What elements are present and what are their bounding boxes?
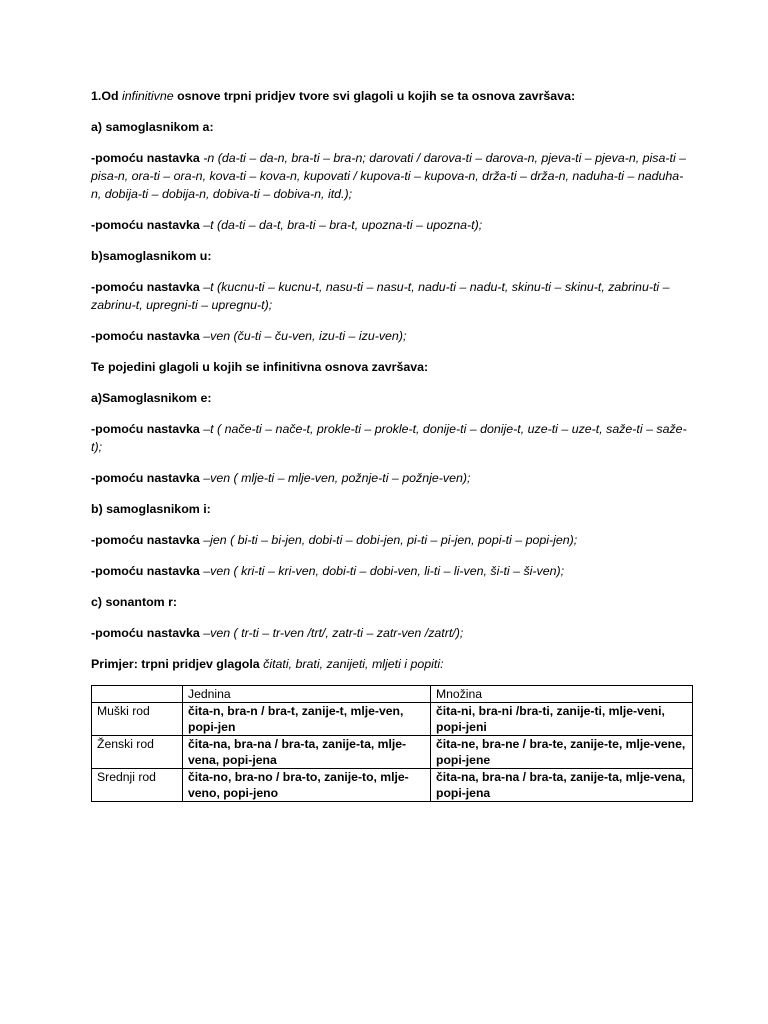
table-row bbox=[92, 703, 693, 736]
table-cell: Muški rod bbox=[92, 703, 183, 736]
suffix-label: -pomoću nastavka bbox=[91, 471, 204, 485]
suffix-label: -pomoću nastavka bbox=[91, 151, 204, 165]
section-b-heading: b)samoglasnikom u: bbox=[91, 249, 212, 263]
intro-number: 1.Od bbox=[91, 89, 122, 103]
examples-text: –ven ( tr-ti – tr-ven /trt/, zatr-ti – zatr-ven /zatrt/); bbox=[203, 626, 464, 640]
section-i-heading: b) samoglasnikom i: bbox=[91, 502, 211, 516]
table-cell: Ženski rod bbox=[92, 736, 183, 769]
table-cell: čita-no, bra-no / bra-to, zanije-to, mlje-veno, popi-jeno bbox=[183, 769, 431, 802]
paragraph-e2 bbox=[91, 469, 691, 487]
paragraph-i2 bbox=[91, 562, 691, 580]
paragraph-a2 bbox=[91, 216, 691, 234]
table-row bbox=[92, 769, 693, 802]
suffix-label: -pomoću nastavka bbox=[91, 626, 204, 640]
paragraph-b2 bbox=[91, 327, 691, 345]
example-verbs: čitati, brati, zanijeti, mljeti i popiti: bbox=[263, 657, 444, 671]
paragraph-r1 bbox=[91, 624, 691, 642]
examples-text: –ven (ču-ti – ču-ven, izu-ti – izu-ven); bbox=[203, 329, 407, 343]
suffix-label: -pomoću nastavka bbox=[91, 422, 204, 436]
examples-text: –ven ( kri-ti – kri-ven, dobi-ti – dobi-ven, li-ti – li-ven, ši-ti – ši-ven); bbox=[203, 564, 565, 578]
table-cell: čita-na, bra-na / bra-ta, zanije-ta, mlje-vena, popi-jena bbox=[183, 736, 431, 769]
examples-text: –t (kucnu-ti – kucnu-t, nasu-ti – nasu-t, nadu-ti – nadu-t, skinu-ti – skinu-t, zabrinu-ti – zabrinu-t, upregni-ti – upregnu-t); bbox=[91, 280, 670, 312]
examples-text: -n (da-ti – da-n, bra-ti – bra-n; darovati / darova-ti – darova-n, pjeva-ti – pjeva-n, pisa-ti – pisa-n, ora-ti – ora-n, kova-ti – kova-n, kupovati / kupova-ti – kupova-n, drža-ti – drža-n, naduha-ti – naduha-n, dobija-ti – dobija-n, dobiva-ti – dobiva-n, itd.); bbox=[91, 151, 687, 201]
second-heading: Te pojedini glagoli u kojih se infinitivna osnova završava: bbox=[91, 360, 429, 374]
table-row bbox=[92, 736, 693, 769]
paragraph-e1 bbox=[91, 420, 691, 456]
table-cell: čita-ne, bra-ne / bra-te, zanije-te, mlje-vene, popi-jene bbox=[431, 736, 693, 769]
table-cell: čita-ni, bra-ni /bra-ti, zanije-ti, mlje-veni, popi-jeni bbox=[431, 703, 693, 736]
suffix-label: -pomoću nastavka bbox=[91, 280, 204, 294]
example-paragraph bbox=[91, 655, 691, 673]
suffix-label: -pomoću nastavka bbox=[91, 329, 204, 343]
section-r-heading: c) sonantom r: bbox=[91, 595, 178, 609]
table-header-cell: Jednina bbox=[183, 686, 431, 703]
table-header-cell: Množina bbox=[431, 686, 693, 703]
examples-text: –t (da-ti – da-t, bra-ti – bra-t, upozna-ti – upozna-t); bbox=[203, 218, 483, 232]
intro-italic: infinitivne bbox=[121, 89, 174, 103]
examples-text: –jen ( bi-ti – bi-jen, dobi-ti – dobi-jen, pi-ti – pi-jen, popi-ti – popi-jen); bbox=[203, 533, 578, 547]
table-cell: Srednji rod bbox=[92, 769, 183, 802]
table-header-row bbox=[92, 686, 693, 703]
paragraph-a1 bbox=[91, 149, 691, 203]
table-cell: čita-na, bra-na / bra-ta, zanije-ta, mlje-vena, popi-jena bbox=[431, 769, 693, 802]
intro-paragraph bbox=[91, 87, 691, 105]
table-header-cell bbox=[92, 686, 183, 703]
suffix-label: -pomoću nastavka bbox=[91, 218, 204, 232]
section-e-heading: a)Samoglasnikom e: bbox=[91, 391, 212, 405]
examples-text: –ven ( mlje-ti – mlje-ven, požnje-ti – požnje-ven); bbox=[203, 471, 471, 485]
document-page bbox=[91, 87, 691, 802]
example-label: Primjer: trpni pridjev glagola bbox=[91, 657, 264, 671]
declension-table bbox=[91, 685, 693, 802]
table-cell: čita-n, bra-n / bra-t, zanije-t, mlje-ven, popi-jen bbox=[183, 703, 431, 736]
paragraph-i1 bbox=[91, 531, 691, 549]
paragraph-b1 bbox=[91, 278, 691, 314]
examples-text: –t ( nače-ti – nače-t, prokle-ti – prokle-t, donije-ti – donije-t, uze-ti – uze-t, saže-ti – saže-t); bbox=[91, 422, 687, 454]
intro-rest: osnove trpni pridjev tvore svi glagoli u kojih se ta osnova završava: bbox=[173, 89, 576, 103]
suffix-label: -pomoću nastavka bbox=[91, 564, 204, 578]
section-a-heading: a) samoglasnikom a: bbox=[91, 120, 214, 134]
suffix-label: -pomoću nastavka bbox=[91, 533, 204, 547]
